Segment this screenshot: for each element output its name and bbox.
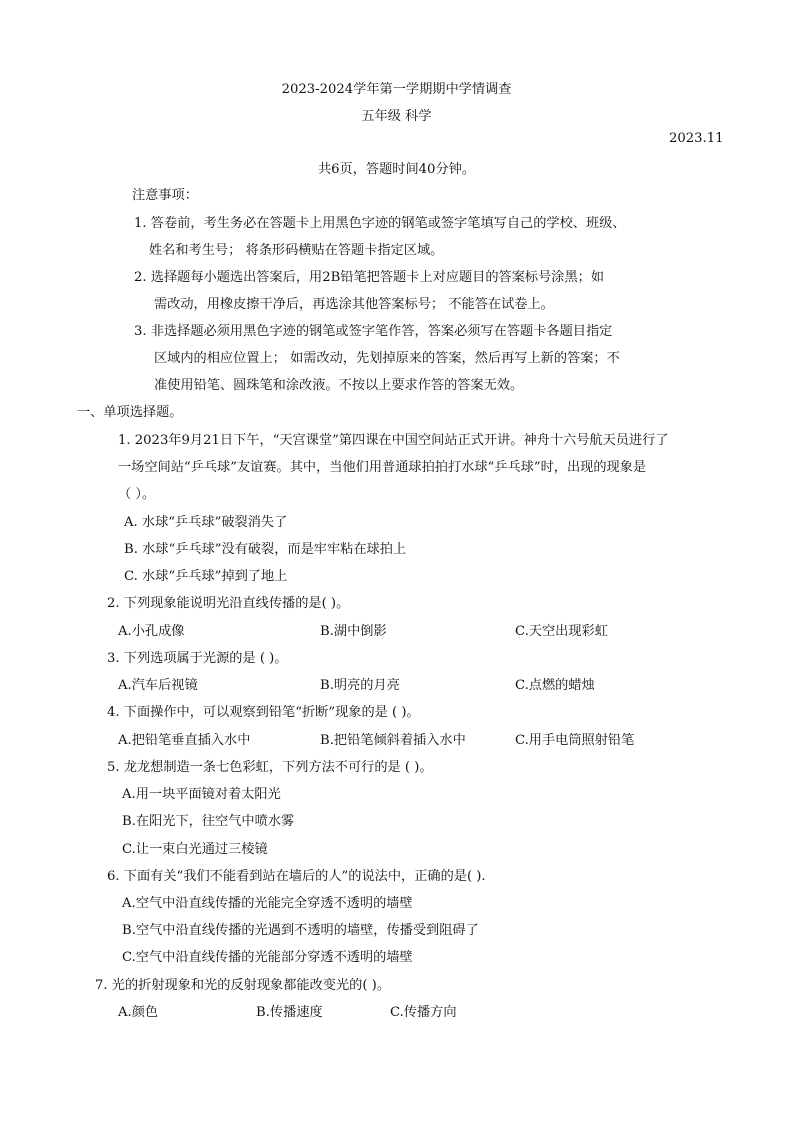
q3-option-a: A.汽车后视镜 bbox=[118, 678, 198, 693]
q3-option-b: B.明亮的月亮 bbox=[320, 678, 400, 693]
q2-option-b: B.湖中倒影 bbox=[320, 624, 387, 639]
q4-option-a: A.把铅笔垂直插入水中 bbox=[118, 733, 251, 748]
q5-option-b: B.在阳光下，往空气中喷水雾 bbox=[122, 814, 295, 829]
q5-stem: 5. 龙龙想制造一条七色彩虹，下列方法不可行的是 ( )。 bbox=[107, 760, 433, 775]
q6-option-c: C.空气中沿直线传播的光能部分穿透不透明的墙壁 bbox=[122, 950, 413, 965]
q6-option-b: B.空气中沿直线传播的光遇到不透明的墙壁，传播受到阻碍了 bbox=[122, 923, 479, 938]
note-2-line-1: 2. 选择题每小题选出答案后，用2B铅笔把答题卡上对应题目的答案标号涂黑；如 bbox=[134, 270, 605, 285]
note-1-line-1: 1. 答卷前，考生务必在答题卡上用黑色字迹的钢笔或签字笔填写自己的学校、班级、 bbox=[134, 216, 626, 231]
note-3-line-2: 区域内的相应位置上； 如需改动，先划掉原来的答案，然后再写上新的答案；不 bbox=[154, 351, 620, 366]
q5-option-a: A.用一块平面镜对着太阳光 bbox=[122, 787, 281, 802]
q2-option-c: C.天空出现彩虹 bbox=[515, 624, 608, 639]
q6-stem: 6. 下面有关“我们不能看到站在墙后的人”的说法中，正确的是( ). bbox=[107, 869, 486, 884]
q3-option-c: C.点燃的蜡烛 bbox=[515, 678, 595, 693]
exam-title: 2023-2024学年第一学期期中学情调查 bbox=[281, 82, 512, 97]
q4-stem: 4. 下面操作中，可以观察到铅笔“折断”现象的是 ( )。 bbox=[107, 705, 420, 720]
note-3-line-1: 3. 非选择题必须用黑色字迹的钢笔或签字笔作答，答案必须写在答题卡各题目指定 bbox=[134, 324, 613, 339]
q7-stem: 7. 光的折射现象和光的反射现象都能改变光的( )。 bbox=[95, 978, 391, 993]
note-2-line-2: 需改动，用橡皮擦干净后，再选涂其他答案标号； 不能答在试卷上。 bbox=[154, 297, 554, 312]
exam-info: 共6页，答题时间40分钟。 bbox=[317, 162, 476, 177]
q5-option-c: C.让一束白光通过三棱镜 bbox=[122, 842, 268, 857]
q1-option-c: C. 水球“乒乓球”掉到了地上 bbox=[124, 569, 288, 584]
notes-heading: 注意事项： bbox=[132, 188, 198, 203]
q2-option-a: A.小孔成像 bbox=[118, 624, 185, 639]
q4-option-c: C.用手电筒照射铅笔 bbox=[515, 733, 635, 748]
q1-line-3: （ ）。 bbox=[118, 487, 156, 502]
q1-line-2: 一场空间站“乒乓球”友谊赛。其中，当他们用普通球拍拍打水球“乒乓球”时，出现的现象是 bbox=[118, 460, 647, 475]
exam-subtitle: 五年级 科学 bbox=[361, 109, 432, 124]
q4-option-b: B.把铅笔倾斜着插入水中 bbox=[320, 733, 466, 748]
q1-option-b: B. 水球“乒乓球”没有破裂，而是牢牢粘在球拍上 bbox=[124, 542, 407, 557]
exam-date: 2023.11 bbox=[669, 131, 724, 146]
q6-option-a: A.空气中沿直线传播的光能完全穿透不透明的墙壁 bbox=[122, 896, 413, 911]
q2-stem: 2. 下列现象能说明光沿直线传播的是( )。 bbox=[107, 596, 350, 611]
q1-option-a: A. 水球“乒乓球”破裂消失了 bbox=[124, 515, 288, 530]
section-title: 一、单项选择题。 bbox=[77, 405, 183, 420]
q3-stem: 3. 下列选项属于光源的是 ( )。 bbox=[107, 651, 288, 666]
q7-option-a: A.颜色 bbox=[118, 1005, 159, 1020]
q7-option-c: C.传播方向 bbox=[390, 1005, 457, 1020]
q7-option-b: B.传播速度 bbox=[256, 1005, 323, 1020]
note-3-line-3: 准使用铅笔、圆珠笔和涂改液。不按以上要求作答的答案无效。 bbox=[154, 378, 524, 393]
q1-line-1: 1. 2023年9月21日下午，“天宫课堂”第四课在中国空间站正式开讲。神舟十六号航天员进行了 bbox=[118, 433, 669, 448]
note-1-line-2: 姓名和考生号； 将条形码横贴在答题卡指定区域。 bbox=[149, 243, 444, 258]
